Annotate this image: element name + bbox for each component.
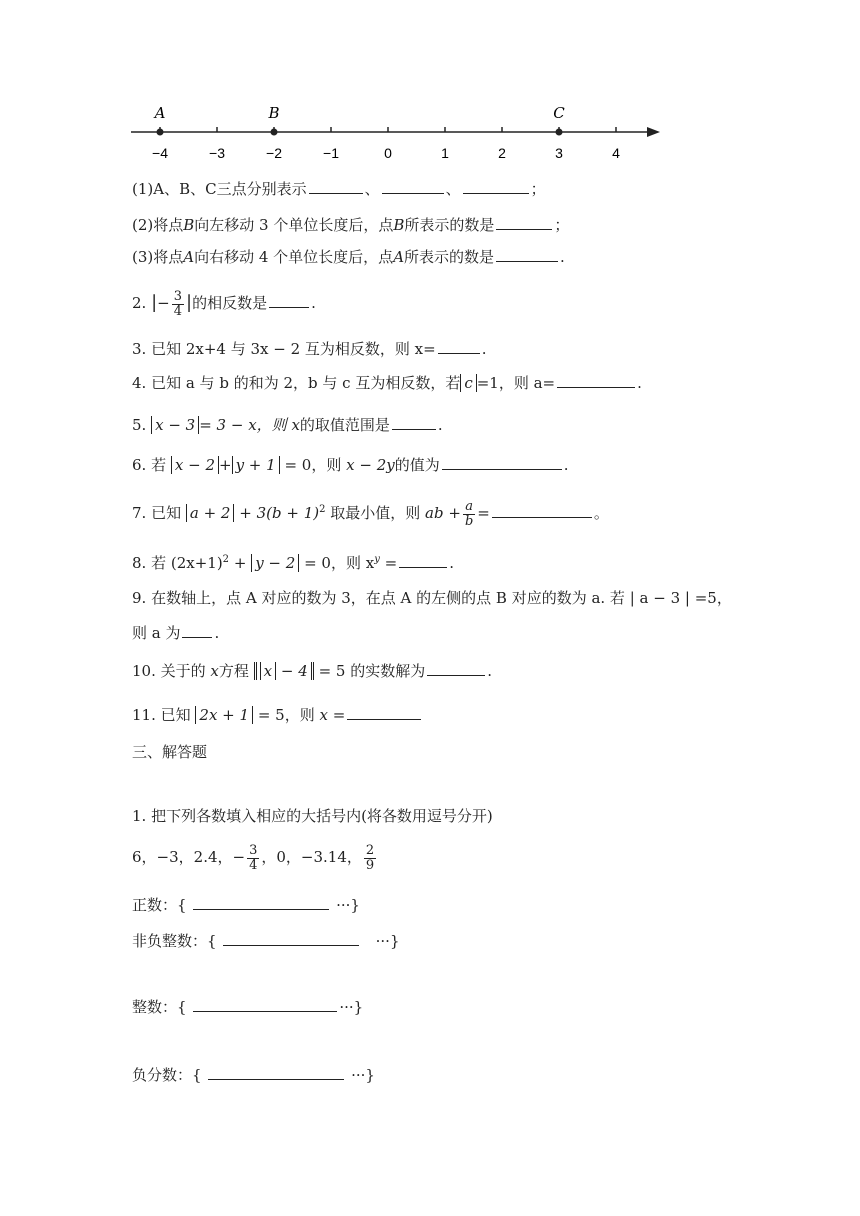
numerator: 3 [173,288,183,304]
answer-blank[interactable] [269,292,309,308]
number-line-point [157,129,164,136]
q1-part2 [132,214,569,235]
section-3-title: 三、解答题 [132,743,208,761]
q10-text: 10. 关于的 [132,662,206,680]
set-ellipsis: ···} [375,932,400,950]
abs-expression: y + 1 [232,456,280,474]
number-line-tick-label: 0 [384,145,392,161]
q5-text: 的取值范围是 [299,416,390,434]
answer-blank[interactable] [427,660,485,676]
number-line [125,98,665,168]
number-line-point [271,129,278,136]
equals-sign: = [384,554,398,572]
q1-part3-text: 所表示的数是 [404,248,495,266]
answer-blank[interactable] [347,704,421,720]
q6-expression: x − 2y [346,456,395,474]
answer-blank[interactable] [193,996,337,1012]
punctuation: . [481,340,487,358]
minus-sign: − [157,294,170,312]
question-4 [132,372,642,393]
question-8 [132,550,454,573]
variable-x: x [210,662,219,680]
abs-expression: x − 3 [151,416,199,434]
set-integer [132,996,363,1017]
fraction [463,500,475,529]
answer-blank[interactable] [463,178,529,194]
answer-blank[interactable] [496,214,552,230]
number-line-tick-label: −2 [266,145,282,161]
punctuation: . [449,554,454,572]
number-line-point [556,129,563,136]
equals-sign: = [477,504,490,522]
set-label: 非负整数：{ [132,932,217,950]
set-positive [132,894,360,915]
set-label: 负分数：{ [132,1066,202,1084]
punctuation: . [560,248,565,266]
point-b: B [183,216,195,234]
abs-expression: c [460,374,476,392]
q1-part2-text: 所表示的数是 [404,216,495,234]
punctuation: . [311,294,316,312]
q7-text: 7. 已知 [132,504,182,522]
abs-expression: y − 2 [251,554,299,572]
abs-expression: x [260,662,276,680]
question-number: 5. [132,416,147,434]
denominator: b [464,513,474,529]
set-nonnegative-integer [132,930,400,951]
number-line-tick-label: −3 [209,145,225,161]
answer-blank[interactable] [309,178,363,194]
q1-part3 [132,246,565,267]
q7-expression: ab + [425,504,461,522]
point-a: A [393,248,405,266]
number-list-text: 6，−3，2.4， [132,848,233,866]
point-a: A [183,248,195,266]
answer-blank[interactable] [223,930,359,946]
question-11 [132,704,423,725]
q10-text: 方程 [218,662,249,680]
abs-expression: a + 2 [186,504,235,522]
question-number: 2. [132,294,147,312]
question-7 [132,494,609,529]
question-6 [132,454,569,475]
nested-abs [254,662,314,680]
abs-expression: x − 2 [171,456,219,474]
q10-equation: = 5 的实数解为 [318,662,426,680]
q8-text: 8. 若 (2x+1) [132,554,223,572]
question-9-line1 [132,588,732,608]
answer-blank[interactable] [208,1064,344,1080]
numerator: 3 [249,842,258,858]
answer-blank[interactable] [182,622,212,638]
punctuation: 。 [593,504,609,522]
punctuation: . [487,662,493,680]
q10-expression: − 4 [280,662,308,680]
equals-sign: = [332,706,346,724]
minus-sign: − [232,848,246,866]
fraction [172,290,184,319]
numerator: a [463,500,475,515]
plus-sign: + [218,456,232,474]
q1-part1-text: (1)A、B、C三点分别表示 [132,180,307,198]
set-ellipsis: ···} [351,1066,375,1084]
denominator: 4 [173,303,183,319]
number-line-tick-label: 3 [555,145,563,161]
question-9-line2 [132,622,219,643]
answer-blank[interactable] [193,894,329,910]
point-b: B [393,216,405,234]
q11-text: 11. 已知 [132,706,191,724]
question-10 [132,660,492,681]
s3-question-1-title [132,806,493,826]
number-line-point-label: A [154,104,166,122]
number-line-tick-label: 4 [612,145,620,161]
number-line-tick-label: −1 [323,145,339,161]
q1-part2-text: 向左移动 3 个单位长度后，点 [194,216,394,234]
q9-text: 9. 在数轴上，点 A 对应的数为 3，在点 A 的左侧的点 B 对应的数为 a. 若 | a − 3 | =5， [132,589,732,607]
q5-equation: = 3 − x，则 [199,416,287,434]
punctuation: . [637,374,642,392]
q1-part3-text: (3)将点 [132,248,184,266]
q7-text: 取最小值，则 [330,504,421,522]
q7-expression: + 3(b + 1) [239,504,320,522]
punctuation: . [437,416,443,434]
question-5 [132,414,443,435]
q1-part2-text: (2)将点 [132,216,184,234]
answer-blank[interactable] [557,372,635,388]
q6-equation: = 0，则 [284,456,342,474]
answer-blank[interactable] [392,414,436,430]
q9-text: 则 a 为 [132,624,181,642]
punctuation: ； [530,180,546,198]
answer-blank[interactable] [492,502,592,518]
q1-part3-text: 向右移动 4 个单位长度后，点 [194,248,394,266]
fraction [364,844,376,873]
q6-text: 的值为 [394,456,440,474]
q6-text: 6. 若 [132,456,167,474]
variable-x: x [291,416,300,434]
number-line-tick-label: −4 [152,145,168,161]
exponent: 2 [319,504,326,515]
abs-expression: 2x + 1 [195,706,253,724]
separator: 、 [445,180,461,198]
denominator: 4 [249,857,258,873]
fraction [247,844,259,873]
punctuation: ； [554,216,570,234]
answer-blank[interactable] [442,454,562,470]
number-line-tick-label: 2 [498,145,506,161]
question-2: 2. |− $\frac{3}{4}$ |的相反数是 . [132,288,316,319]
q4-text: =1，则 a= [476,374,556,392]
q8-equation: = 0，则 x [304,554,375,572]
denominator: 9 [365,857,375,873]
q4-text: 4. 已知 a 与 b 的和为 2，b 与 c 互为相反数，若 [132,374,461,392]
number-list-text: ，0，−3.14， [261,848,362,866]
punctuation: . [563,456,569,474]
answer-blank[interactable] [438,338,480,354]
number-line-point-label: B [268,104,280,122]
set-negative-fraction [132,1064,375,1085]
number-list [132,840,378,874]
numerator: 2 [365,842,375,858]
exponent: 2 [222,554,230,565]
variable-x: x [319,706,328,724]
q2-text: 的相反数是 [192,294,268,312]
q3-text: 3. 已知 2x+4 与 3x − 2 互为相反数，则 x= [132,340,436,358]
set-label: 正数：{ [132,896,187,914]
s3q1-text: 1. 把下列各数填入相应的大括号内(将各数用逗号分开) [132,807,493,825]
number-line-point-label: C [553,104,565,122]
answer-blank[interactable] [399,552,447,568]
number-line-tick-label: 1 [441,145,449,161]
number-line-arrow [647,127,660,137]
question-3 [132,338,487,359]
answer-blank[interactable] [496,246,558,262]
plus-sign: + [233,554,247,572]
section-title [132,742,207,762]
punctuation: . [214,624,220,642]
separator: 、 [364,180,380,198]
set-ellipsis: ···} [336,896,360,914]
q1-part1 [132,178,546,199]
set-ellipsis: ···} [339,998,364,1016]
set-label: 整数：{ [132,998,187,1016]
exponent: y [374,554,380,565]
answer-blank[interactable] [382,178,444,194]
q11-equation: = 5，则 [257,706,315,724]
